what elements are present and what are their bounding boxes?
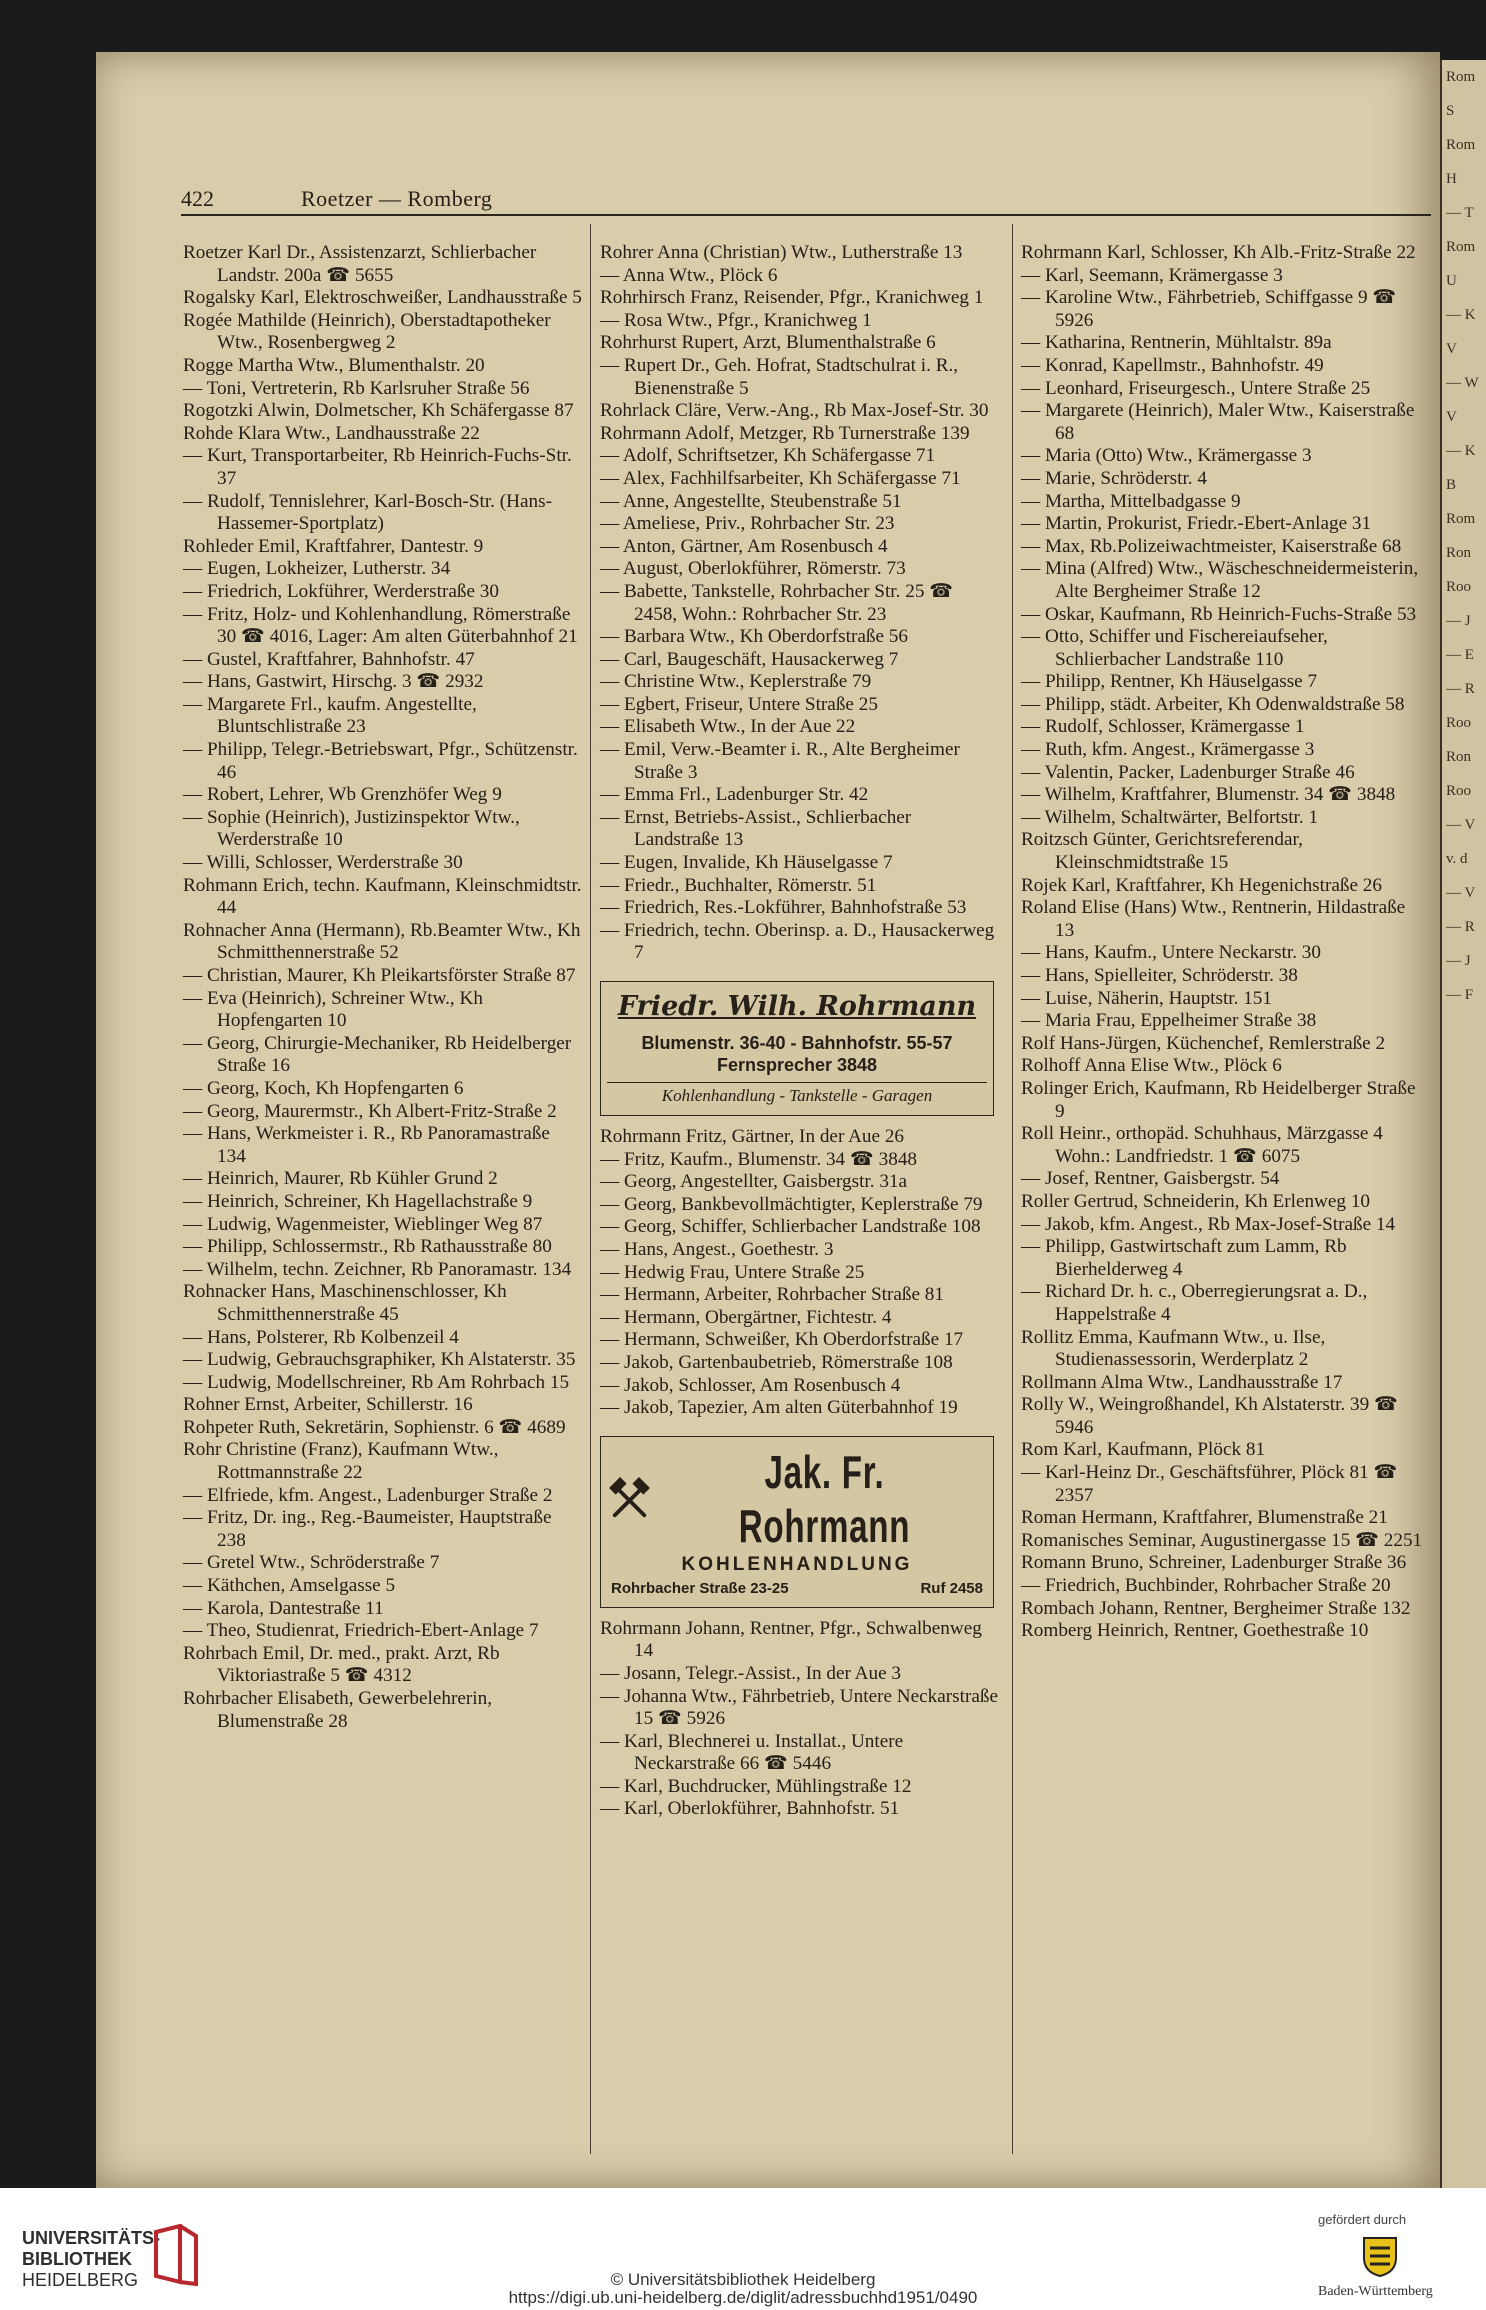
directory-entry: — Hermann, Obergärtner, Fichtestr. 4 (600, 1306, 892, 1328)
directory-entry: Rohrlack Cläre, Verw.-Ang., Rb Max-Josef-Str. 30 (600, 400, 989, 422)
directory-entry: — Elfriede, kfm. Angest., Ladenburger Straße 2 (183, 1484, 553, 1506)
directory-entry: — Wilhelm, techn. Zeichner, Rb Panoramastr. 134 (183, 1258, 572, 1280)
edge-fragment: Ron (1446, 545, 1472, 561)
directory-entry: — Karl, Seemann, Krämergasse 3 (1021, 264, 1283, 286)
page-header (181, 182, 1431, 216)
edge-fragment: Roo (1446, 783, 1472, 799)
directory-entry: — Hermann, Schweißer, Kh Oberdorfstraße 17 (600, 1329, 964, 1351)
directory-entry: Romanisches Seminar, Augustinergasse 15 ☎ 2251 (1021, 1529, 1423, 1551)
directory-entry: Roman Hermann, Kraftfahrer, Blumenstraße 21 (1021, 1507, 1388, 1529)
directory-entry: — Fritz, Kaufm., Blumenstr. 34 ☎ 3848 (600, 1148, 918, 1170)
directory-entry: — Georg, Maurermstr., Kh Albert-Fritz-Straße 2 (183, 1100, 557, 1122)
directory-entry: — Friedr., Buchhalter, Römerstr. 51 (600, 874, 877, 896)
directory-entry: — Friedrich, techn. Oberinsp. a. D., Hausackerweg 7 (600, 919, 995, 964)
crossed-hammers-icon (607, 1474, 652, 1524)
directory-entry: — Emma Frl., Ladenburger Str. 42 (600, 784, 869, 806)
footer-bar (0, 2188, 1486, 2310)
edge-fragment: — T (1446, 205, 1474, 221)
edge-fragment: — K (1446, 443, 1476, 459)
directory-entry: — Hans, Spielleiter, Schröderstr. 38 (1021, 965, 1298, 986)
edge-fragment: — R (1446, 919, 1475, 935)
directory-entry: — Otto, Schiffer und Fischereiaufseher, Schlierbacher Landstraße 110 (1021, 626, 1328, 670)
directory-entry: — Oskar, Kaufmann, Rb Heinrich-Fuchs-Straße 53 (1021, 603, 1417, 625)
directory-entry: — Jakob, Gartenbaubetrieb, Römerstraße 108 (600, 1351, 953, 1373)
directory-entry: — Philipp, Rentner, Kh Häuselgasse 7 (1021, 671, 1318, 693)
ad-friedr-rohrmann (600, 981, 994, 1116)
directory-entry: — Fritz, Dr. ing., Reg.-Baumeister, Hauptstraße 238 (183, 1507, 552, 1551)
edge-fragment: U (1446, 273, 1457, 289)
copyright-notice: © Universitätsbibliothek Heidelberg (610, 2270, 876, 2289)
directory-entry: Rolf Hans-Jürgen, Küchenchef, Remlerstraße 2 (1021, 1032, 1386, 1054)
directory-entry: Rohrmann Adolf, Metzger, Rb Turnerstraße 139 (600, 422, 970, 444)
directory-entry: — Maria Frau, Eppelheimer Straße 38 (1021, 1010, 1317, 1032)
ad-jak-rohrmann (600, 1436, 994, 1608)
directory-entry: Rom Karl, Kaufmann, Plöck 81 (1021, 1439, 1266, 1461)
directory-entry: — Katharina, Rentnerin, Mühltalstr. 89a (1021, 332, 1332, 354)
directory-entry: — Jakob, kfm. Angest., Rb Max-Josef-Straße 14 (1021, 1213, 1396, 1235)
directory-entry: — Georg, Koch, Kh Hopfengarten 6 (183, 1077, 464, 1099)
directory-entry: Rohrhirsch Franz, Reisender, Pfgr., Kranichweg 1 (600, 287, 984, 309)
directory-entry: Rohrer Anna (Christian) Wtw., Lutherstraße 13 (600, 242, 963, 263)
directory-entry: — Karl-Heinz Dr., Geschäftsführer, Plöck 81 ☎ 2357 (1021, 1462, 1398, 1506)
directory-entry: — Jakob, Schlosser, Am Rosenbusch 4 (600, 1374, 901, 1396)
edge-fragment: — J (1446, 953, 1471, 969)
ad-jak-address: Rohrbacher Straße 23-25 (611, 1579, 789, 1597)
directory-entry: — Rudolf, Tennislehrer, Karl-Bosch-Str. (Hans-Hassemer-Sportplatz) (183, 490, 552, 535)
directory-entry: — Alex, Fachhilfsarbeiter, Kh Schäfergasse 71 (600, 467, 961, 489)
directory-entry: — Babette, Tankstelle, Rohrbacher Str. 25 ☎ 2458, Wohn.: Rohrbacher Str. 23 (600, 580, 954, 625)
directory-entry: — Jakob, Tapezier, Am alten Güterbahnhof 19 (600, 1397, 958, 1419)
directory-entry: Rohner Ernst, Arbeiter, Schillerstr. 16 (183, 1394, 473, 1416)
directory-entry: — August, Oberlokführer, Römerstr. 73 (600, 558, 906, 580)
directory-entry: — Hans, Werkmeister i. R., Rb Panoramastraße 134 (183, 1123, 550, 1167)
column-divider-2 (1012, 224, 1013, 2154)
directory-entry: Rohpeter Ruth, Sekretärin, Sophienstr. 6 ☎ 4689 (183, 1416, 566, 1438)
header-rule (181, 214, 1431, 216)
directory-entry: — Heinrich, Schreiner, Kh Hagellachstraße 9 (183, 1190, 533, 1212)
directory-entry: — Ludwig, Wagenmeister, Wieblinger Weg 87 (183, 1213, 543, 1235)
directory-entry: Roll Heinr., orthopäd. Schuhhaus, Märzgasse 4 Wohn.: Landfriedstr. 1 ☎ 6075 (1021, 1123, 1383, 1167)
directory-entry: — Konrad, Kapellmstr., Bahnhofstr. 49 (1021, 354, 1324, 376)
column-divider-1 (590, 224, 591, 2154)
directory-entry: Rolhoff Anna Elise Wtw., Plöck 6 (1021, 1055, 1282, 1077)
directory-entry: Rohrmann Karl, Schlosser, Kh Alb.-Fritz-Straße 22 (1021, 242, 1416, 263)
edge-fragment: Rom (1446, 511, 1476, 527)
directory-entry: Roitzsch Günter, Gerichtsreferendar, Kleinschmidtstraße 15 (1021, 829, 1303, 874)
directory-entry: — Barbara Wtw., Kh Oberdorfstraße 56 (600, 626, 908, 648)
directory-entry: — Gustel, Kraftfahrer, Bahnhofstr. 47 (183, 648, 475, 670)
directory-entry: — Fritz, Holz- und Kohlenhandlung, Römerstraße 30 ☎ 4016, Lager: Am alten Güterbahnhof 21 (183, 603, 578, 648)
ad-jak-subtitle: KOHLENHANDLUNG (681, 1553, 913, 1575)
directory-entry: — Hans, Gastwirt, Hirschg. 3 ☎ 2932 (183, 671, 484, 693)
column-2 (600, 242, 1000, 1821)
directory-entry: — Friedrich, Lokführer, Werderstraße 30 (183, 580, 499, 602)
directory-entry: — Johanna Wtw., Fährbetrieb, Untere Neckarstraße 15 ☎ 5926 (600, 1685, 998, 1730)
directory-entry: — Theo, Studienrat, Friedrich-Ebert-Anlage 7 (183, 1620, 539, 1642)
edge-fragment: — V (1446, 817, 1476, 833)
directory-entry: — Philipp, Gastwirtschaft zum Lamm, Rb Bierhelderweg 4 (1021, 1236, 1347, 1280)
directory-entry: Rohrmann Johann, Rentner, Pfgr., Schwalbenweg 14 (600, 1617, 982, 1662)
directory-entry: — Marie, Schröderstr. 4 (1021, 467, 1207, 489)
directory-entry: — Wilhelm, Schaltwärter, Belfortstr. 1 (1021, 806, 1319, 828)
directory-entry: — Georg, Chirurgie-Mechaniker, Rb Heidelberger Straße 16 (183, 1032, 572, 1077)
directory-entry: — Anna Wtw., Plöck 6 (600, 264, 778, 286)
edge-fragment: B (1446, 477, 1457, 493)
edge-fragment: — W (1446, 375, 1479, 391)
directory-entry: — Kurt, Transportarbeiter, Rb Heinrich-Fuchs-Str. 37 (183, 445, 572, 489)
directory-entry: — Anton, Gärtner, Am Rosenbusch 4 (600, 535, 888, 557)
column-1 (183, 242, 583, 1733)
directory-entry: — Egbert, Friseur, Untere Straße 25 (600, 693, 878, 715)
directory-entry: — Hans, Polsterer, Rb Kolbenzeil 4 (183, 1326, 459, 1348)
directory-entry: — Willi, Schlosser, Werderstraße 30 (183, 852, 463, 874)
directory-entry: Rogge Martha Wtw., Blumenthalstr. 20 (183, 354, 485, 376)
directory-entry: — Margarete (Heinrich), Maler Wtw., Kaiserstraße 68 (1021, 400, 1415, 444)
directory-entry: — Eva (Heinrich), Schreiner Wtw., Kh Hopfengarten 10 (183, 987, 483, 1032)
directory-entry: — Robert, Lehrer, Wb Grenzhöfer Weg 9 (183, 784, 502, 806)
directory-entry: — Mina (Alfred) Wtw., Wäscheschneidermeisterin, Alte Bergheimer Straße 12 (1021, 558, 1419, 602)
directory-entry: Rogalsky Karl, Elektroschweißer, Landhausstraße 5 (183, 287, 582, 309)
directory-entry: — Karl, Oberlokführer, Bahnhofstr. 51 (600, 1798, 900, 1820)
directory-entry: Rolinger Erich, Kaufmann, Rb Heidelberger Straße 9 (1021, 1077, 1416, 1122)
column-2-entries-b (600, 1126, 1000, 1420)
directory-entry: Rohrbach Emil, Dr. med., prakt. Arzt, Rb Viktoriastraße 5 ☎ 4312 (183, 1642, 500, 1687)
column-2-entries-a (600, 242, 1000, 965)
directory-entry: — Philipp, städt. Arbeiter, Kh Odenwaldstraße 58 (1021, 693, 1405, 715)
edge-fragment: — R (1446, 681, 1475, 697)
ad-friedr-address: Blumenstr. 36-40 - Bahnhofstr. 55-57 (641, 1033, 953, 1053)
funded-by-label: gefördert durch (1318, 2212, 1407, 2227)
edge-fragment: Rom (1446, 69, 1476, 85)
directory-entry: — Eugen, Lokheizer, Lutherstr. 34 (183, 558, 451, 580)
column-2-entries-c (600, 1618, 1000, 1821)
edge-fragment: V (1446, 409, 1457, 425)
directory-entry: Rollitz Emma, Kaufmann Wtw., u. Ilse, Studienassessorin, Werderplatz 2 (1021, 1326, 1326, 1371)
directory-entry: — Hedwig Frau, Untere Straße 25 (600, 1261, 865, 1283)
directory-entry: — Ludwig, Gebrauchsgraphiker, Kh Alstaterstr. 35 (183, 1349, 576, 1371)
edge-fragment: Roo (1446, 715, 1472, 731)
library-line-1: UNIVERSITÄTS- (22, 2228, 161, 2248)
directory-entry: — Christine Wtw., Keplerstraße 79 (600, 671, 872, 693)
directory-entry: — Friedrich, Res.-Lokführer, Bahnhofstraße 53 (600, 897, 967, 919)
directory-entry: — Anne, Angestellte, Steubenstraße 51 (600, 490, 902, 512)
directory-entry: Rojek Karl, Kraftfahrer, Kh Hegenichstraße 26 (1021, 874, 1382, 896)
directory-entry: — Eugen, Invalide, Kh Häuselgasse 7 (600, 852, 893, 874)
directory-entry: Rohnacker Hans, Maschinenschlosser, Kh Schmitthennerstraße 45 (183, 1281, 507, 1325)
directory-entry: Rohrhurst Rupert, Arzt, Blumenthalstraße 6 (600, 332, 936, 354)
directory-entry: — Georg, Schiffer, Schlierbacher Landstraße 108 (600, 1216, 981, 1238)
directory-entry: — Rudolf, Schlosser, Krämergasse 1 (1021, 716, 1305, 738)
directory-entry: — Hermann, Arbeiter, Rohrbacher Straße 81 (600, 1284, 944, 1306)
directory-entry: — Valentin, Packer, Ladenburger Straße 46 (1021, 761, 1355, 783)
edge-fragment: v. d (1446, 851, 1468, 867)
directory-entry: — Josef, Rentner, Gaisbergstr. 54 (1021, 1168, 1280, 1190)
directory-entry: — Rupert Dr., Geh. Hofrat, Stadtschulrat i. R., Bienenstraße 5 (600, 354, 959, 399)
directory-entry: Roller Gertrud, Schneiderin, Kh Erlenweg 10 (1021, 1190, 1371, 1212)
edge-fragment: — K (1446, 307, 1476, 323)
library-line-3: HEIDELBERG (22, 2270, 139, 2290)
directory-entry: — Maria (Otto) Wtw., Krämergasse 3 (1021, 445, 1312, 467)
directory-entry: — Ruth, kfm. Angest., Krämergasse 3 (1021, 739, 1315, 761)
directory-entry: Rohmann Erich, techn. Kaufmann, Kleinschmidtstr. 44 (183, 874, 582, 919)
directory-entry: — Heinrich, Maurer, Rb Kühler Grund 2 (183, 1168, 498, 1190)
directory-entry: — Christian, Maurer, Kh Pleikartsförster Straße 87 (183, 965, 576, 986)
directory-entry: — Ameliese, Priv., Rohrbacher Str. 23 (600, 513, 895, 535)
directory-entry: Roland Elise (Hans) Wtw., Rentnerin, Hildastraße 13 (1021, 897, 1406, 941)
directory-entry: Rohr Christine (Franz), Kaufmann Wtw., Rottmannstraße 22 (183, 1439, 499, 1484)
directory-entry: — Toni, Vertreterin, Rb Karlsruher Straße 56 (183, 377, 530, 399)
directory-entry: — Karl, Buchdrucker, Mühlingstraße 12 (600, 1775, 912, 1797)
directory-entry: Roetzer Karl Dr., Assistenzarzt, Schlierbacher Landstr. 200a ☎ 5655 (183, 242, 537, 286)
directory-entry: Rohleder Emil, Kraftfahrer, Dantestr. 9 (183, 535, 484, 557)
edge-fragment: Roo (1446, 579, 1472, 595)
directory-entry: — Rosa Wtw., Pfgr., Kranichweg 1 (600, 309, 872, 331)
edge-fragment: Rom (1446, 239, 1476, 255)
directory-entry: — Käthchen, Amselgasse 5 (183, 1575, 396, 1597)
directory-entry: — Carl, Baugeschäft, Hausackerweg 7 (600, 648, 899, 670)
edge-fragment: V (1446, 341, 1457, 357)
ad-friedr-name: Friedr. Wilh. Rohrmann (617, 991, 977, 1022)
directory-entry: — Friedrich, Buchbinder, Rohrbacher Straße 20 (1021, 1575, 1391, 1597)
directory-entry: — Gretel Wtw., Schröderstraße 7 (183, 1552, 440, 1574)
directory-entry: Romberg Heinrich, Rentner, Goethestraße 10 (1021, 1620, 1369, 1642)
directory-entry: — Leonhard, Friseurgesch., Untere Straße 25 (1021, 377, 1371, 399)
source-url[interactable]: https://digi.ub.uni-heidelberg.de/diglit/adressbuchhd1951/0490 (508, 2288, 978, 2307)
directory-entry: — Karl, Blechnerei u. Installat., Untere Neckarstraße 66 ☎ 5446 (600, 1730, 904, 1775)
directory-entry: — Luise, Näherin, Hauptstr. 151 (1021, 987, 1272, 1009)
edge-fragment: S (1446, 103, 1455, 119)
ad-friedr-tagline: Kohlenhandlung - Tankstelle - Garagen (607, 1082, 987, 1107)
directory-entry: Rollmann Alma Wtw., Landhausstraße 17 (1021, 1371, 1343, 1393)
directory-entry: — Adolf, Schriftsetzer, Kh Schäfergasse 71 (600, 445, 936, 467)
directory-entry: — Margarete Frl., kaufm. Angestellte, Bluntschlistraße 23 (183, 693, 477, 738)
directory-entry: Rogée Mathilde (Heinrich), Oberstadtapotheker Wtw., Rosenbergweg 2 (183, 309, 551, 354)
directory-entry: Rohrmann Fritz, Gärtner, In der Aue 26 (600, 1126, 905, 1147)
directory-entry: Rombach Johann, Rentner, Bergheimer Straße 132 (1021, 1597, 1411, 1619)
directory-entry: — Wilhelm, Kraftfahrer, Blumenstr. 34 ☎ 3848 (1021, 784, 1396, 806)
directory-entry: — Martin, Prokurist, Friedr.-Ebert-Anlage 31 (1021, 513, 1372, 535)
library-line-2: BIBLIOTHEK (22, 2249, 132, 2269)
directory-entry: Rohnacher Anna (Hermann), Rb.Beamter Wtw., Kh Schmitthennerstraße 52 (183, 919, 581, 964)
directory-entry: — Sophie (Heinrich), Justizinspektor Wtw., Werderstraße 10 (183, 806, 520, 851)
directory-entry: Romann Bruno, Schreiner, Ladenburger Straße 36 (1021, 1552, 1407, 1574)
edge-fragment: — J (1446, 613, 1471, 629)
directory-entry: — Hans, Angest., Goethestr. 3 (600, 1238, 834, 1260)
ad-jak-phone: Ruf 2458 (920, 1579, 983, 1597)
ad-jak-name: Jak. Fr. Rohrmann (738, 1445, 911, 1552)
directory-entry: — Georg, Angestellter, Gaisbergstr. 31a (600, 1171, 908, 1193)
directory-entry: — Georg, Bankbevollmächtigter, Keplerstraße 79 (600, 1193, 983, 1215)
directory-entry: — Ludwig, Modellschreiner, Rb Am Rohrbach 15 (183, 1371, 570, 1393)
directory-entry: — Philipp, Telegr.-Betriebswart, Pfgr., Schützenstr. 46 (183, 739, 578, 783)
edge-fragment: Ron (1446, 749, 1472, 765)
directory-entry: — Philipp, Schlossermstr., Rb Rathausstraße 80 (183, 1236, 552, 1258)
directory-entry: — Martha, Mittelbadgasse 9 (1021, 490, 1241, 512)
edge-fragment: Rom (1446, 137, 1476, 153)
directory-entry: Rogotzki Alwin, Dolmetscher, Kh Schäfergasse 87 (183, 400, 574, 422)
directory-entry: — Karoline Wtw., Fährbetrieb, Schiffgasse 9 ☎ 5926 (1021, 287, 1397, 331)
ad-friedr-phone: Fernsprecher 3848 (716, 1055, 878, 1075)
directory-entry: — Karola, Dantestraße 11 (183, 1597, 384, 1619)
directory-entry: Rohrbacher Elisabeth, Gewerbelehrerin, Blumenstraße 28 (183, 1688, 492, 1732)
column-3 (1021, 242, 1427, 1643)
edge-fragment: — E (1446, 647, 1474, 663)
page-number: 422 (181, 186, 214, 211)
directory-entry: — Elisabeth Wtw., In der Aue 22 (600, 716, 856, 738)
directory-entry: Rohde Klara Wtw., Landhausstraße 22 (183, 422, 480, 444)
directory-entry: — Josann, Telegr.-Assist., In der Aue 3 (600, 1662, 902, 1684)
page-title: Roetzer — Romberg (301, 186, 493, 211)
directory-entry: — Richard Dr. h. c., Oberregierungsrat a. D., Happelstraße 4 (1021, 1281, 1368, 1325)
edge-fragment: — F (1446, 987, 1474, 1003)
directory-entry: Rolly W., Weingroßhandel, Kh Alstaterstr. 39 ☎ 5946 (1021, 1394, 1398, 1438)
directory-entry: — Max, Rb.Polizeiwachtmeister, Kaiserstraße 68 (1021, 535, 1402, 557)
next-page-edge (1440, 60, 1486, 2190)
edge-fragment: — V (1446, 885, 1476, 901)
funder-name: Baden-Württemberg (1318, 2284, 1433, 2299)
edge-fragment: H (1446, 171, 1457, 187)
directory-entry: — Hans, Kaufm., Untere Neckarstr. 30 (1021, 942, 1321, 964)
directory-entry: — Emil, Verw.-Beamter i. R., Alte Bergheimer Straße 3 (600, 739, 960, 783)
directory-entry: — Ernst, Betriebs-Assist., Schlierbacher Landstraße 13 (600, 806, 912, 851)
